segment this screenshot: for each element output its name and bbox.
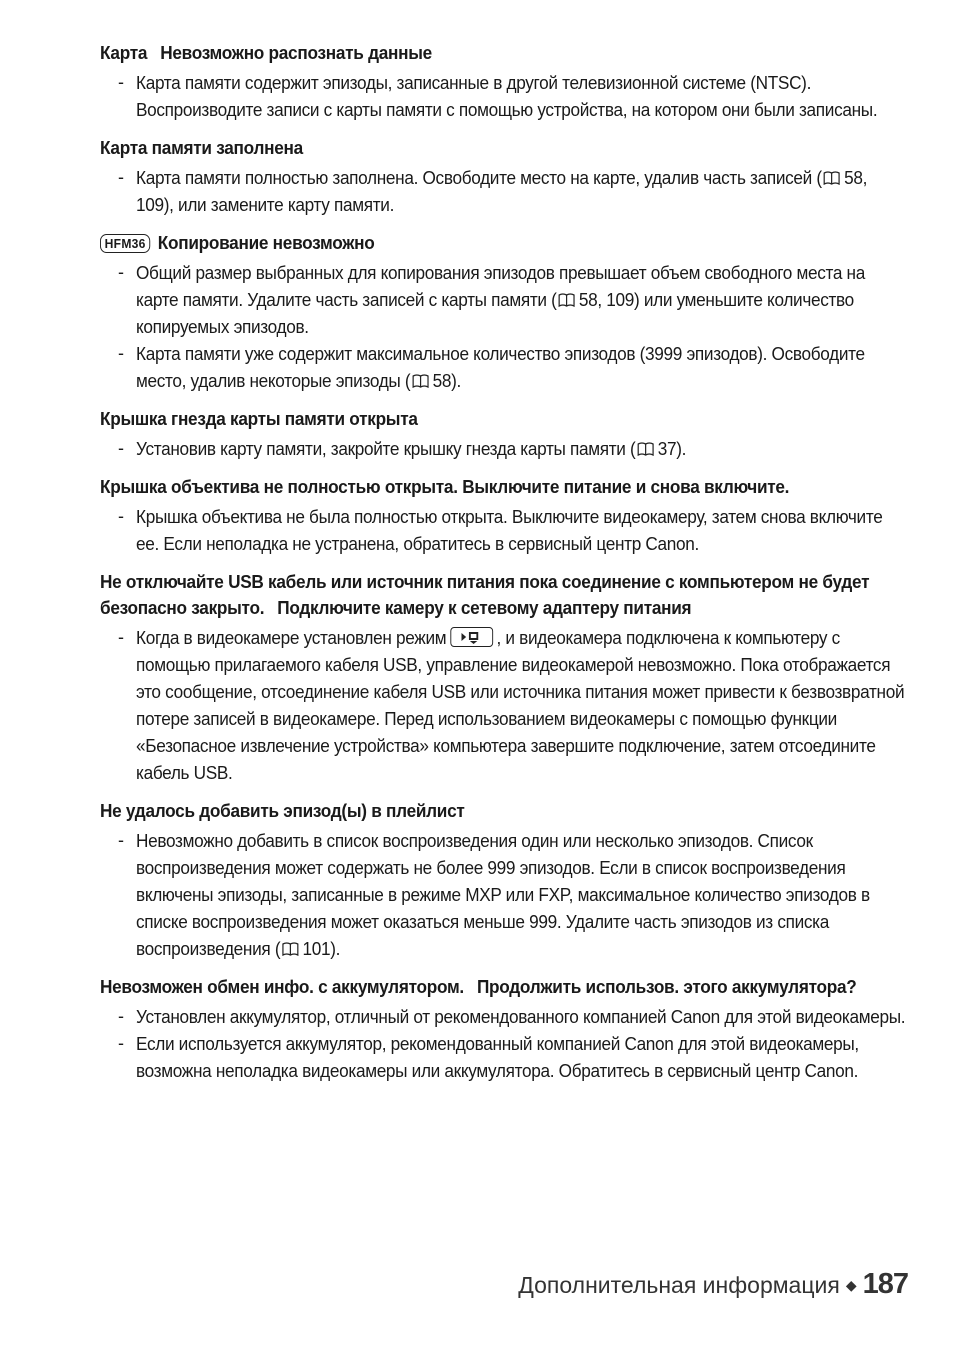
list-item: - Установив карту памяти, закройте крышку гнезда карты памяти ( 37).: [118, 438, 687, 459]
book-reference-icon: [637, 436, 654, 450]
model-badge: HFM36: [100, 234, 150, 253]
book-reference-icon: [282, 936, 299, 950]
list-item: - Когда в видеокамере установлен режим , и видеокамера подключена к компьютеру с помощью прилагаемого кабеля USB, управление видеокамерой невозможно. Пока отображается это сообщение, отсоединение кабеля USB или источника питания может привести к безвозвратной потере записей в видеокамере. Перед использованием видеокамеры с помощью функции «Безопасное извлечение устройства» компьютера завершите подключение, затем отсоедините кабель USB.: [118, 627, 905, 783]
message-section: [100, 569, 910, 786]
message-section: [100, 974, 910, 1084]
book-reference-icon: [558, 287, 575, 301]
diamond-icon: ◆: [845, 1277, 857, 1293]
document-body: [100, 40, 910, 1096]
message-heading: Не отключайте USB кабель или источник питания пока соединение с компьютером не будет безопасно закрыто. Подключите камеру к сетевому адаптеру питания: [100, 571, 870, 618]
list-item: - Общий размер выбранных для копирования эпизодов превышает объем свободного места на карте памяти. Удалите часть записей с карты памяти ( 58, 109) или уменьшите количество копируемых эпизодов.: [118, 262, 865, 337]
message-heading: Не удалось добавить эпизод(ы) в плейлист: [100, 800, 465, 821]
list-item: - Карта памяти уже содержит максимальное количество эпизодов (3999 эпизодов). Освободите место, удалив некоторые эпизоды ( 58).: [118, 343, 865, 391]
message-section: [100, 135, 910, 218]
message-section: [100, 406, 910, 462]
message-heading: HFM36 Копирование невозможно: [100, 230, 909, 256]
message-section: [100, 474, 910, 557]
playback-mode-icon: [450, 627, 493, 647]
list-item: - Крышка объектива не была полностью открыта. Выключите видеокамеру, затем снова включите ее. Если неполадка не устранена, обратитесь в сервисный центр Canon.: [118, 506, 883, 554]
list-item: - Карта памяти содержит эпизоды, записанные в другой телевизионной системе (NTSC). Воспроизводите записи с карты памяти с помощью устройства, на котором они были записаны.: [118, 72, 878, 120]
message-heading: Карта памяти заполнена: [100, 137, 303, 158]
message-heading: Крышка объектива не полностью открыта. Выключите питание и снова включите.: [100, 476, 790, 497]
message-heading: Невозможен обмен инфо. с аккумулятором. Продолжить использов. этого аккумулятора?: [100, 976, 857, 997]
list-item: - Карта памяти полностью заполнена. Освободите место на карте, удалив часть записей ( 58, 109), или замените карту памяти.: [118, 167, 868, 215]
message-heading: Карта Невозможно распознать данные: [100, 42, 432, 63]
list-item: - Установлен аккумулятор, отличный от рекомендованного компанией Canon для этой видеокамеры.: [118, 1006, 906, 1027]
message-section: [100, 40, 910, 123]
footer-section-title: Дополнительная информация: [518, 1272, 840, 1298]
book-reference-icon: [412, 368, 429, 382]
book-reference-icon: [824, 165, 841, 179]
message-section: [100, 798, 910, 962]
list-item: - Если используется аккумулятор, рекомендованный компанией Canon для этой видеокамеры, возможна неполадка видеокамеры или аккумулятора. Обратитесь в сервисный центр Canon.: [118, 1033, 859, 1081]
page-number: 187: [862, 1268, 908, 1300]
list-item: - Невозможно добавить в список воспроизведения один или несколько эпизодов. Список воспроизведения может содержать не более 999 эпизодов. Если в список воспроизведения включены эпизоды, записанные в режиме MXP или FXP, максимальное количество эпизодов в списке воспроизведения может оказаться меньше 999. Удалите часть эпизодов из списка воспроизведения ( 101).: [118, 830, 870, 959]
message-section: [100, 230, 910, 394]
message-heading: Крышка гнезда карты памяти открыта: [100, 408, 418, 429]
page-footer: [518, 1266, 908, 1303]
